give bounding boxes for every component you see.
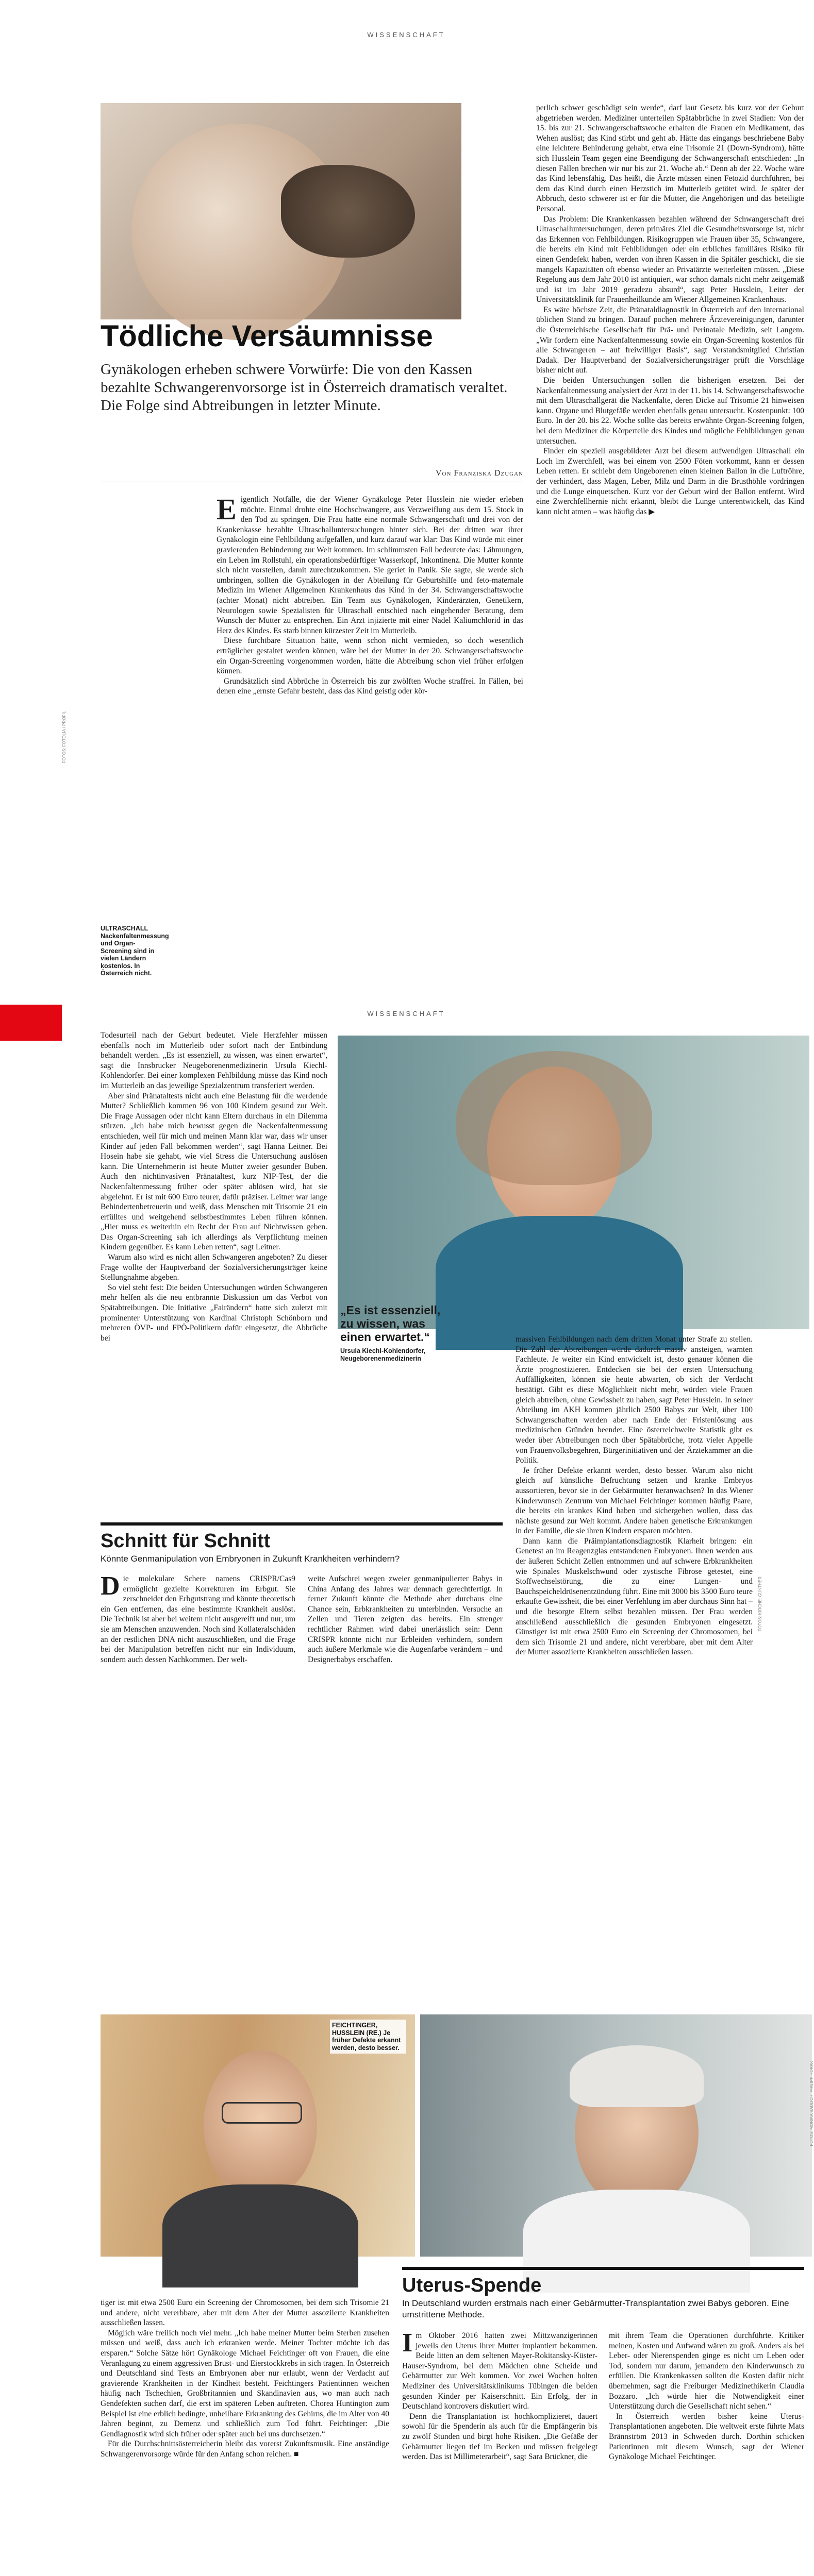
box-title: Uterus-Spende: [402, 2275, 542, 2296]
page-1: [0, 0, 812, 979]
ultrasound-photo: [101, 103, 461, 319]
box-column-2: [609, 2331, 804, 2462]
article-column-1: [101, 2298, 389, 2460]
drop-cap: E: [217, 493, 237, 526]
paragraph: m Oktober 2016 hatten zwei Mittzwanzigerinnen jeweils den Uterus ihrer Mutter implantiert bekommen. Beide litten an dem seltenen Mayer-Rokitansky-Küster-Hauser-Syndrom, bei dem Mädchen ohne Scheide und Gebärmutter zur Welt kommen. Vor zwei Wochen holten Mediziner des Universitätsklinikums Tübingen die beiden gesunden Kinder per Kaiserschnitt. Ein Erfolg, der in Deutschland kontrovers diskutiert wird.: [402, 2331, 597, 2411]
paragraph: Die beiden Untersuchungen sollen die bisherigen ersetzen. Bei der Nackenfaltenmessung analysiert der Arzt in der 11. bis 14. Schwangerschaftswoche mit dem Ultraschallgerät die Nackenfalte, deren Dicke auf Trisomie 21 hinweisen kann. Organe und Blutgefäße werden ebenfalls genau untersucht. Kostenpunkt: 100 Euro. In der 20. bis 22. Woche sollte das bereits erwähnte Organ-Screening folgen, bei dem Mediziner die Körperteile des Kindes und mögliche Fehlbildungen genau untersuchen.: [536, 376, 804, 446]
paragraph: Warum also wird es nicht allen Schwangeren angeboten? Zu dieser Frage wollte der Hauptverband der Sozialversicherungsträger keine Stellungnahme abgeben.: [101, 1253, 327, 1282]
paragraph: Möglich wäre freilich noch viel mehr. „Ich habe meiner Mutter beim Sterben zusehen müssen und weiß, dass auch ich erkranken werde. Meiner Tochter möchte ich das ersparen.“ Solche Sätze hört Gynäkologe Michael Feichtinger oft von Frauen, die eine Veranlagung zu einem aggressiven Brust- und Eierstockkrebs in sich tragen. In Österreich und Deutschland sind Tests an Embryonen aber nur erlaubt, wenn der Verdacht auf gravierende Krankheiten in der Kindheit besteht. Feichtingers Patientinnen weichen häufig nach Tschechien, Großbritannien und Skandinavien aus, wo man auch nach Gendefekten suchen darf, die erst im späteren Leben auftreten. Chorea Huntington zum Beispiel ist eine erblich bedingte, unheilbare Erkrankung des Gehirns, die im Alter von 40 Jahren beginnt, zu Demenz und schließlich zum Tod führt. Feichtinger: „Die Gendiagnostik wird sich früher oder später auch bei uns durchsetzen.“: [101, 2328, 389, 2438]
kiechl-kohlendorfer-photo: [338, 1036, 809, 1329]
section-kicker: WISSENSCHAFT: [367, 31, 445, 39]
paragraph: ie molekulare Schere namens CRISPR/Cas9 ermöglicht gezielte Korrekturen im Erbgut. Sie zerschneidet den Erbgutstrang und könnte theoretisch ein Gen entfernen, das eine bestimmte Krankheit auslöst. Die Technik ist aber bei weitem nicht ausgereift und nur, um sie am Menschen anzuwenden. Noch sind Kollateralschäden an der restlichen DNA nicht auszuschließen, und die Frage bei der Manipulation betreffen nicht nur ein Individuum, sondern auch dessen Nachkommen. Der welt-: [101, 1574, 295, 1664]
photo-credit: FOTOS: FOTOLIA / PROFIL: [62, 711, 67, 764]
article-column-2: [536, 103, 804, 517]
drop-cap: D: [101, 1571, 120, 1601]
paragraph: Für die Durchschnittsösterreicherin bleibt das vorerst Zukunftsmusik. Eine anständige Schwangerenvorsorge würde für den Anfang schon reichen. ■: [101, 2439, 389, 2459]
paragraph: Je früher Defekte erkannt werden, desto besser. Warum also nicht gleich auf künstliche Befruchtung setzen und kranke Embryos aussortieren, bevor sie in der Gebärmutter heranwachsen? In das Wiener Kinderwunsch Zentrum von Michael Feichtinger kommen häufig Paare, die bereits ein krankes Kind haben und sichergehen wollen, dass das nächste gesund zur Welt kommt. Andere haben genetische Erkrankungen in der Familie, die sie ihren Kindern ersparen möchten.: [516, 1466, 753, 1536]
article-lead: Gynäkologen erheben schwere Vorwürfe: Die von den Kassen bezahlte Schwangerenvorsorge ist in Österreich dramatisch veraltet. Die Folge sind Abtreibungen in letzter Minute.: [101, 361, 508, 414]
article-column-1: [217, 495, 523, 697]
page-2: [0, 999, 812, 1978]
box-column-1: [101, 1571, 295, 1665]
paragraph: mit ihrem Team die Operationen durchführte. Kritiker meinen, Kosten und Aufwand wären zu groß. Anders als bei Leber- oder Nierenspenden ginge es nicht um Leben oder Tod, sondern nur darum, jemandem den Kinderwunsch zu erfüllen. Die Krankenkassen sollten die Kosten dafür nicht übernehmen, sagt die Freiburger Medizinethikerin Claudia Bozzaro. „Ich würde hier die Notwendigkeit einer Unterstützung durch die Gesellschaft nicht sehen.“: [609, 2331, 804, 2411]
box-column-1: [402, 2328, 597, 2462]
paragraph: Es wäre höchste Zeit, die Pränataldiagnostik in Österreich auf den international üblichen Stand zu bringen. Darauf pochen mehrere Ärztevereinigungen, darunter die Österreichische Gesellschaft für Prä- und Perinatale Medizin, seit Langem. „Wir fordern eine Nackenfaltenmessung sowie ein Organ-Screening kostenlos für alle Schwangeren – auf freiwilliger Basis“, sagt Verstandsmitglied Christian Dadak. Der Hauptverband der Sozialversicherungsträger prüft die Vorschläge bisher nicht auf.: [536, 305, 804, 375]
byline: Von Franziska Dzugan: [435, 469, 523, 478]
paragraph: massiven Fehlbildungen nach dem dritten Monat unter Strafe zu stellen. Die Zahl der Abtreibungen würde dadurch massiv ansteigen, warnten Fachleute. Je weiter ein Kind entwickelt ist, desto genauer können die Ärzte prognostizieren. Entdecken sie bei der ersten Untersuchung Auffälligkeiten, können sie heute abwarten, ob sich der Verdacht bestätigt. Gibt es diese Möglichkeit nicht mehr, würden viele Frauen gleich abtreiben, ohne Gewissheit zu haben, sagt Peter Husslein. In seiner Abteilung im AKH kommen jährlich 2500 Babys zur Welt, über 100 Schwangerschaften werden aber nach Ende der Fristenlösung aus medizinischen Gründen beendet. Eine österreichweite Statistik gibt es weder über Abtreibungen noch über Spätabbrüche, trotz vieler Appelle von Frauenvolksbegehren, Bürgerinitiativen und der Ärztekammer an die Politik.: [516, 1335, 753, 1465]
husslein-photo: [420, 2014, 812, 2257]
box-subtitle: In Deutschland wurden erstmals nach einer Gebärmutter-Transplantation zwei Babys geboren. Eine umstrittene Methode.: [402, 2298, 789, 2319]
paragraph: Diese furchtbare Situation hätte, wenn schon nicht vermieden, so doch wesentlich erträglicher gestaltet werden können, wäre bei der Mutter in der 20. Schwangerschaftswoche ein Organ-Screening vorgenommen worden, hätte die Abtreibung schon viel früher erfolgen können.: [217, 636, 523, 676]
paragraph: Finder ein speziell ausgebildeter Arzt bei diesem aufwendigen Ultraschall ein Loch im Zwerchfell, was bei einem von 2500 Föten vorkommt, kann er dessen Leben retten. Er schiebt dem Ungeborenen einen kleinen Ballon in die Luftröhre, der verhindert, dass Magen, Leber, Milz und Darm in die Brusthöhle vordringen und die Lunge einquetschen. Kurz vor der Geburt wird der Ballon entfernt. Wird eine Zwerchfellhernie nicht erkannt, bleibt die Lunge unterentwickelt, das Kind kann nicht atmen – was häufig das ▶: [536, 447, 804, 516]
paragraph: Todesurteil nach der Geburt bedeutet. Viele Herzfehler müssen ebenfalls noch im Mutterleib oder sofort nach der Entbindung behandelt werden. „Es ist essenziell, zu wissen, was einen erwartet“, sagt die Innsbrucker Neugeborenenmedizinerin Ursula Kiechl-Kohlendorfer. Bei einer komplexen Fehlbildung müsse das Kind noch im Mutterleib an das jeweilige Spezialzentrum transferiert werden.: [101, 1031, 327, 1090]
paragraph: Das Problem: Die Krankenkassen bezahlen während der Schwangerschaft drei Ultraschalluntersuchungen, deren primäres Ziel die Gesundheitsvorsorge ist, nicht das Erkennen von Fehlbildungen. Risikogruppen wie Frauen über 35, Schwangere, die bereits ein Kind mit Fehlbildungen oder ein erbliches familiäres Risiko für einen Gendefekt haben, werden von ihren Kassen in die Spitäler geschickt, die sie mangels Kapazitäten oft ebenso wieder an Privatärzte weiterleiten müssen. „Diese Regelung aus dem Jahr 2010 ist antiquiert, war schon damals nicht mehr zeitgemäß und ist im Jahr 2019 geradezu absurd“, sagt Peter Husslein, Leiter der Universitätsklinik für Frauenheilkunde am Wiener Allgemeinen Krankenhaus.: [536, 214, 804, 304]
paragraph: perlich schwer geschädigt sein werde“, darf laut Gesetz bis kurz vor der Geburt abgetrieben werden. Mediziner unterteilen Spätabbrüche in zwei Stadien: Von der 15. bis zur 21. Schwangerschaftswoche erhalten die Frauen ein Medikament, das Wehen auslöst; das Kind stirbt und geht ab. Hätte das eingangs beschriebene Baby eine leichtere Behinderung gehabt, etwa eine Trisomie 21 (Down-Syndrom), hätte sich Husslein Team gegen eine Beendigung der Schwangerschaft entschieden: „In diesen Fällen brechen wir nur bis zur 21. Woche ab.“ Denn ab der 22. Woche wäre das Kind lebensfähig. Das heißt, die Ärzte müssen einen Fetozid durchführen, bei dem das Kind durch einen Herzstich im Mutterleib getötet wird. Je später der Abbruch, desto schwerer ist er für die Mutter, die Angehörigen und das beteiligte Personal.: [536, 104, 804, 213]
paragraph: Grundsätzlich sind Abbrüche in Österreich bis zur zwölften Woche straffrei. In Fällen, bei denen eine „ernste Gefahr besteht, dass das Kind geistig oder kör-: [217, 676, 523, 696]
paragraph: Denn die Transplantation ist hochkomplizieret, dauert sowohl für die Spenderin als auch für die Empfängerin bis zu zwölf Stunden und birgt hohe Risiken. „Die Gefäße der Gebärmutter liegen tief im Becken und müssen freigelegt werden. Das ist Millimeterarbeit“, sagt Sara Brückner, die: [402, 2412, 597, 2462]
paragraph: tiger ist mit etwa 2500 Euro ein Screening der Chromosomen, bei dem sich Trisomie 21 und andere, nicht vererbbare, aber mit dem Alter der Mutter assoziierte Krankheiten ausschließen lassen.: [101, 2298, 389, 2328]
article-column-2: [516, 1334, 753, 1657]
paragraph: igentlich Notfälle, die der Wiener Gynäkologe Peter Husslein nie wieder erleben möchte. Einmal drohte eine Hochschwangere, aus Verzweiflung aus dem 15. Stock in den Tod zu springen. Die Frau hatte eine normale Schwangerschaft und drei von der Krankenkasse bezahlte Ultraschalluntersuchungen hinter sich. Bei der dritten war ihrer Gynäkologin eine Fehlbildung aufgefallen, und kurz darauf war klar: Das Kind würde mit einer gravierenden Behinderung zur Welt kommen. Im schlimmsten Fall bedeutete das: Lähmungen, ein Leben im Rollstuhl, ein operationsbedürftiger Wasserkopf, Inkontinenz. Die Mutter konnte sich nicht vorstellen, damit zurechtzukommen. Sie geriet in Panik. Sie sagte, sie werde sich umbringen, sollten die Gynäkologen in der Abteilung für Geburtshilfe und feto-maternale Medizin im Wiener Allgemeinen Krankenhaus das Kind in der 34. Schwangerschaftswoche (achter Monat) nicht abtreiben. Ein Team aus Gynäkologen, Kinderärzten, Genetikern, Neurologen sowie Spezialisten für Ultraschall entschied nach eingehender Beratung, dem Wunsch der Mutter zu entsprechen. Ein Arzt injizierte mit einer Nadel Kaliumchlorid in das Herz des Kindes. Es starb binnen kürzester Zeit im Mutterleib.: [217, 495, 523, 635]
box-subtitle: Könnte Genmanipulation von Embryonen in Zukunft Krankheiten verhindern?: [101, 1554, 400, 1564]
paragraph: In Österreich werden bisher keine Uterus-Transplantationen angeboten. Die weltweit erste führte Mats Brännström 2013 in Schweden durch. Dorthin schicken Patientinnen mit diesem Wunsch, sagt der Wiener Gynäkologe Michael Feichtinger.: [609, 2412, 804, 2462]
paragraph: Dann kann die Präimplantationsdiagnostik Klarheit bringen: ein Genetest an im Reagenzglas entstandenen Embryonen. Ihnen werden aus der äußeren Schicht Zellen entnommen und auf schwere Erbkrankheiten wie Spinales Muskelschwund oder zystische Fibrose getestet, eine Stoffwechselstörung, die zu einer Lungen- und Bauchspeicheldrüsenentzündung führt. Eine mit 3000 bis 3500 Euro teure erkaufte Gewissheit, die bei einer Verfehlung im aber durchaus Sinn hat – und die besorgte Eltern selbst bezahlen müssen. Der Frau werden anschließend ausschließlich die gesunden Embryonen eingesetzt. Günstiger ist mit etwa 2500 Euro ein Screening der Chromosomen, bei dem sich Trisomie 21 und andere, nicht vererbbare, aber mit dem Alter der Mutter assoziierte Krankheiten ausschließen lassen.: [516, 1536, 753, 1657]
section-kicker: WISSENSCHAFT: [367, 1010, 445, 1018]
photo-credit: FOTOS: MONIKA SAULICH, PHILIPP HORAK: [809, 2061, 814, 2146]
page-3: [0, 1999, 812, 2576]
photo-caption: ULTRASCHALL Nackenfaltenmessung und Organ-Screening sind in vielen Ländern kostenlos. In Österreich nicht.: [101, 925, 169, 977]
caption-quote: „Es ist essenziell, zu wissen, was einen erwartet.“: [340, 1303, 441, 1344]
sidebar-box-uterus: [402, 2267, 804, 2462]
article-title: Tödliche Versäumnisse: [101, 319, 433, 353]
paragraph: Aber sind Pränataltests nicht auch eine Belastung für die werdende Mutter? Schließlich kommen 96 von 100 Kindern gesund zur Welt. Die Frage Aussagen oder nicht kann Eltern durchaus in ein Dilemma stürzen. „Ich habe mich bewusst gegen die Nackenfaltenmessung entschieden, weil für mich und meinen Mann klar war, dass wir unser Kinder auf jeden Fall bekommen werden“, sagt Hanna Leitner. Bei Hosein habe sie gehabt, wie viel Stress die Untersuchung auslösen kann. Die Unternehmerin ist heute Mutter zweier gesunder Buben. Auch den nichtinvasiven Pränataltest, kurz NIP-Test, der die Nackenfaltenmessung früher oder später ablösen wird, hat sie abgelehnt. Er ist mit 600 Euro teurer, dafür präziser. Leitner war lange Behindertenbetreuerin und weiß, dass Menschen mit Trisomie 21 ein erfülltes und weitgehend selbstbestimmtes Leben führen können. „Hier muss es weiterhin ein Recht der Frau auf Nichtwissen geben. Das Organ-Screening sah ich allerdings als Verpflichtung meinen Kindern gegenüber. Es kann Leben retten“, sagt Leitner.: [101, 1091, 327, 1252]
photo-credit: FOTOS: KIRCHE: GÜNTHER: [758, 1577, 762, 1632]
caption-name: Ursula Kiechl-Kohlendorfer, Neugeborenenmedizinerin: [340, 1347, 426, 1362]
box-column-2: weite Aufschrei wegen zweier genmanipulierter Babys in China Anfang des Jahres war demnach gerechtfertigt. In ferner Zukunft könnte die Methode aber durchaus eine Chance sein, Erbkrankheiten zu unterbinden. Versuche an Zellen und Tieren zeigten das bereits. Ein strenger rechtlicher Rahmen wird dabei unerlässlich sein: Denn CRISPR könnte nicht nur Erbleiden verhindern, sondern auch äußere Merkmale wie die Augenfarbe verändern – und Designerbabys erschaffen.: [308, 1574, 503, 1664]
box-title: Schnitt für Schnitt: [101, 1530, 271, 1552]
paragraph: So viel steht fest: Die beiden Untersuchungen würden Schwangeren mehr helfen als die neu entbrannte Diskussion um das Verbot von Spätabtreibungen. Die Initiative „Fairändern“ hatte sich zuletzt mit prominenter Unterstützung von Kardinal Christoph Schönborn und mehreren ÖVP- und FPÖ-Politikern dafür eingesetzt, die Abbrüche bei: [101, 1283, 327, 1343]
photo-caption: FEICHTINGER, HUSSLEIN (RE.) Je früher Defekte erkannt werden, desto besser.: [330, 2020, 406, 2054]
sidebar-box-crispr: [101, 1522, 503, 1665]
article-column-1: [101, 1030, 327, 1343]
drop-cap: I: [402, 2328, 413, 2358]
